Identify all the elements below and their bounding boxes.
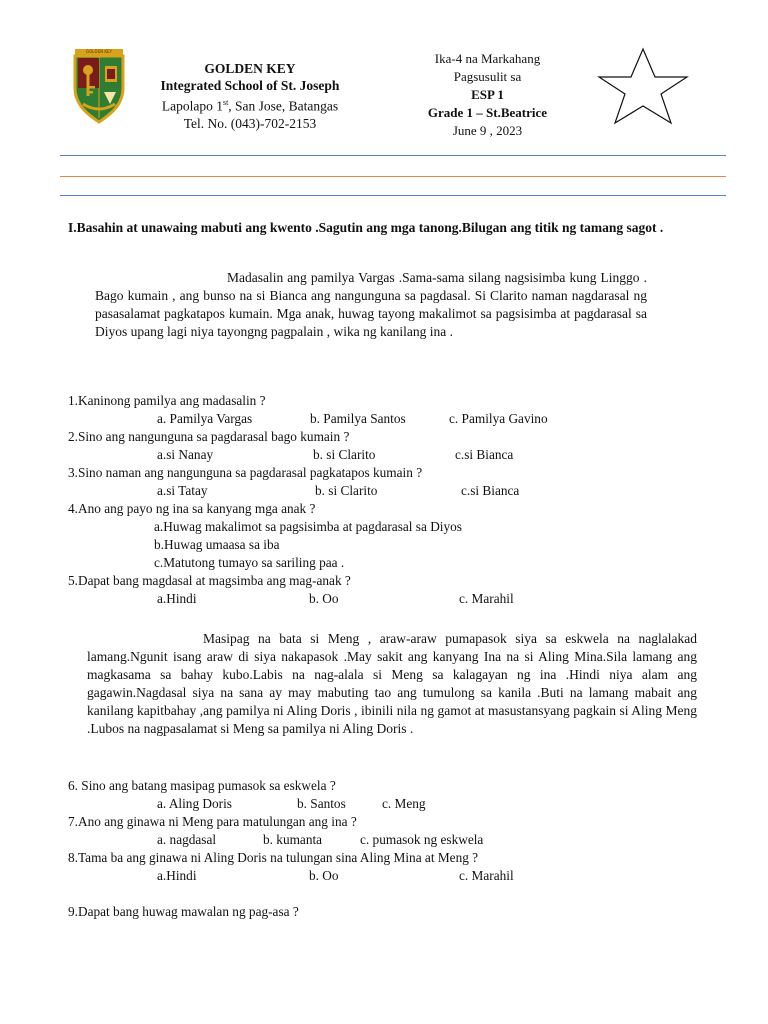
question-2: 2.Sino ang nangunguna sa pagdarasal bago kumain ?: [68, 429, 350, 444]
question-4: 4.Ano ang payo ng ina sa kanyang mga anak ?: [68, 501, 316, 516]
school-info: [140, 60, 360, 132]
answer-option[interactable]: c.si Bianca: [461, 483, 520, 498]
story-2: Masipag na bata si Meng , araw-araw pumapasok siya sa eskwela na naglalakad lamang.Ngunit isang araw di siya nakapasok .May sakit ang kanyang Ina na si Aling Mina.Sila lamang ang magkasama sa bahay kubo.Labis na nag-alala si Meng sa kalagayan ng ina .Hindi niya alam ang gagawin.Nagdasal siya na sana ay may mabuting tao ang tumulong sa kanila .Buti na lamang mabait ang kanilang kapitbahay ,ang pamilya ni Aling Doris , ibinili nila ng gamot at masustansyang pagkain si Aling Meng .Lubos na nagpasalamat si Meng sa pamilya ni Aling Doris .: [87, 631, 697, 736]
school-full-name: Integrated School of St. Joseph: [160, 78, 340, 93]
divider-line: [60, 155, 726, 156]
address-part: , San Jose, Batangas: [228, 98, 339, 114]
question-1: 1.Kaninong pamilya ang madasalin ?: [68, 393, 266, 408]
star-icon: [588, 46, 698, 126]
address-part: Lapolapo 1: [161, 98, 223, 114]
answer-option[interactable]: a. nagdasal: [157, 832, 217, 847]
exam-grade-section: Grade 1 – St.Beatrice: [427, 105, 548, 120]
answer-option[interactable]: a. Pamilya Vargas: [157, 411, 253, 426]
answer-option[interactable]: b. Santos: [297, 796, 346, 811]
school-telephone: Tel. No. (043)-702-2153: [183, 115, 317, 131]
answer-option[interactable]: b. Pamilya Santos: [310, 411, 406, 426]
instructions: I.Basahin at unawaing mabuti ang kwento .Sagutin ang mga tanong.Bilugan ang titik ng tamang sagot .: [68, 220, 664, 235]
answer-option[interactable]: b. si Clarito: [313, 447, 376, 462]
story-1: Madasalin ang pamilya Vargas .Sama-sama silang nagsisimba kung Linggo . Bago kumain , ang bunso na si Bianca ang nangunguna sa pagdasal. Si Clarito naman nagdarasal ng pasasalamat pagkatapos kumain. Mga anak, huwag tayong makalimot sa pagsisimba at pagdarasal sa Diyos upang lagi niya tayongng pagpalain , wika ng kanilang ina .: [95, 270, 647, 339]
answer-option[interactable]: b. kumanta: [263, 832, 323, 847]
answer-option[interactable]: a. Aling Doris: [157, 796, 232, 811]
answer-option[interactable]: b. si Clarito: [315, 483, 378, 498]
question-7: 7.Ano ang ginawa ni Meng para matulungan ang ina ?: [68, 814, 357, 829]
exam-date: June 9 , 2023: [452, 123, 523, 138]
divider-line: [60, 176, 726, 177]
question-9: 9.Dapat bang huwag mawalan ng pag-asa ?: [68, 904, 299, 919]
answer-option[interactable]: c. Pamilya Gavino: [449, 411, 548, 426]
question-5: 5.Dapat bang magdasal at magsimba ang mag-anak ?: [68, 573, 351, 588]
divider-line: [60, 195, 726, 196]
answer-option[interactable]: c. Marahil: [459, 591, 514, 606]
answer-option[interactable]: b. Oo: [309, 591, 339, 606]
answer-option[interactable]: a.Hindi: [157, 868, 197, 883]
answer-option[interactable]: c.Matutong tumayo sa sariling paa .: [154, 555, 345, 570]
school-address: [140, 94, 360, 115]
exam-title-line-1: Ika-4 na Markahang: [434, 51, 541, 66]
address-superscript: st: [222, 98, 229, 107]
exam-title-line-2: Pagsusulit sa: [453, 69, 522, 84]
answer-option[interactable]: c. Marahil: [459, 868, 514, 883]
answer-option[interactable]: c.si Bianca: [455, 447, 514, 462]
exam-info: [405, 50, 570, 140]
question-6: 6. Sino ang batang masipag pumasok sa eskwela ?: [68, 778, 336, 793]
school-name: GOLDEN KEY: [204, 61, 296, 76]
answer-option[interactable]: c. pumasok ng eskwela: [360, 832, 484, 847]
exam-subject: ESP 1: [471, 87, 504, 102]
question-8: 8.Tama ba ang ginawa ni Aling Doris na tulungan sina Aling Mina at Meng ?: [68, 850, 479, 865]
logo-banner-text: GOLDEN KEY: [86, 49, 112, 54]
answer-option[interactable]: a.si Tatay: [157, 483, 208, 498]
answer-option[interactable]: a.si Nanay: [157, 447, 214, 462]
answer-option[interactable]: a.Huwag makalimot sa pagsisimba at pagdarasal sa Diyos: [154, 519, 462, 534]
answer-option[interactable]: a.Hindi: [157, 591, 197, 606]
answer-option[interactable]: b. Oo: [309, 868, 339, 883]
answer-option[interactable]: b.Huwag umaasa sa iba: [154, 537, 280, 552]
answer-option[interactable]: c. Meng: [382, 796, 426, 811]
question-3: 3.Sino naman ang nangunguna sa pagdarasal pagkatapos kumain ?: [68, 465, 423, 480]
school-logo: [72, 48, 126, 124]
